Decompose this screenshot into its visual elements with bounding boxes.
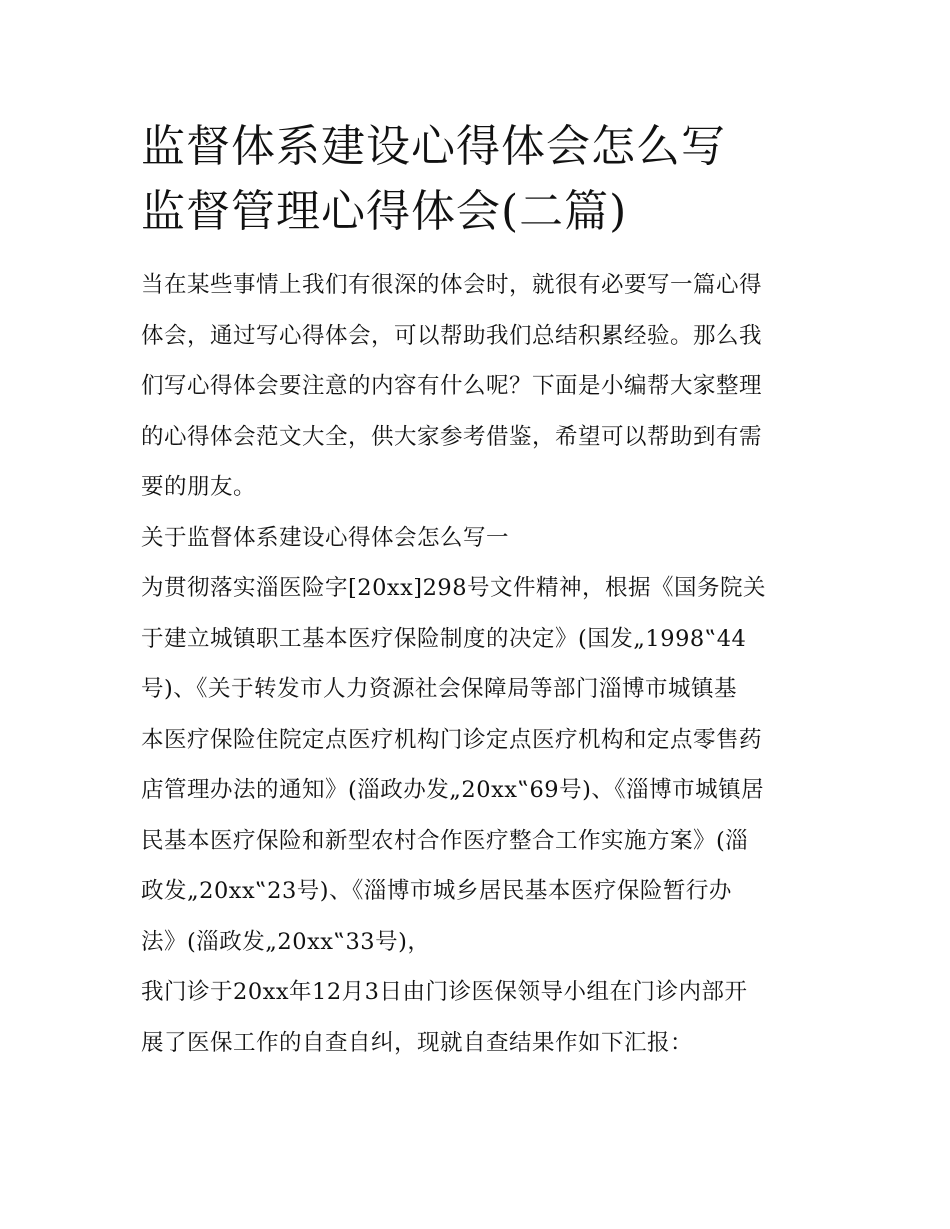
intro-paragraph	[141, 260, 813, 513]
text-line: 关于监督体系建设心得体会怎么写一	[141, 524, 510, 551]
document-content	[141, 114, 813, 1068]
text-line: 本医疗保险住院定点医疗机构门诊定点医疗机构和定点零售药	[141, 726, 763, 753]
text-line: 展了医保工作的自查自纠，现就自查结果作如下汇报：	[141, 1029, 694, 1056]
document-title	[141, 114, 813, 244]
text-line: 政发„20xx‟23号)、《淄博市城乡居民基本医疗保险暂行办	[141, 878, 732, 904]
body-paragraph	[141, 563, 813, 967]
text-line: 体会，通过写心得体会，可以帮助我们总结积累经验。那么我	[141, 322, 763, 349]
body-paragraph	[141, 967, 813, 1068]
text-line: 为贯彻落实淄医险字[20xx]298号文件精神，根据《国务院关	[141, 575, 767, 601]
text-line: 的心得体会范文大全，供大家参考借鉴，希望可以帮助到有需	[141, 423, 763, 450]
text-line: 当在某些事情上我们有很深的体会时，就很有必要写一篇心得	[141, 272, 763, 298]
title-line: 监督管理心得体会(二篇)	[141, 186, 628, 237]
text-line: 要的朋友。	[141, 474, 257, 500]
title-line: 监督体系建设心得体会怎么写	[141, 121, 726, 172]
text-line: 号)、《关于转发市人力资源社会保障局等部门淄博市城镇基	[141, 676, 738, 702]
text-line: 们写心得体会要注意的内容有什么呢？下面是小编帮大家整理	[141, 373, 763, 399]
text-line: 于建立城镇职工基本医疗保险制度的决定》(国发„1998‟44	[141, 625, 747, 652]
text-line: 民基本医疗保险和新型农村合作医疗整合工作实施方案》(淄	[141, 827, 749, 854]
section-heading	[141, 513, 813, 564]
text-line: 我门诊于20xx年12月3日由门诊医保领导小组在门诊内部开	[141, 979, 748, 1005]
text-line: 法》(淄政发„20xx‟33号)，	[141, 928, 431, 955]
text-line: 店管理办法的通知》(淄政办发„20xx‟69号)、《淄博市城镇居	[141, 777, 765, 803]
